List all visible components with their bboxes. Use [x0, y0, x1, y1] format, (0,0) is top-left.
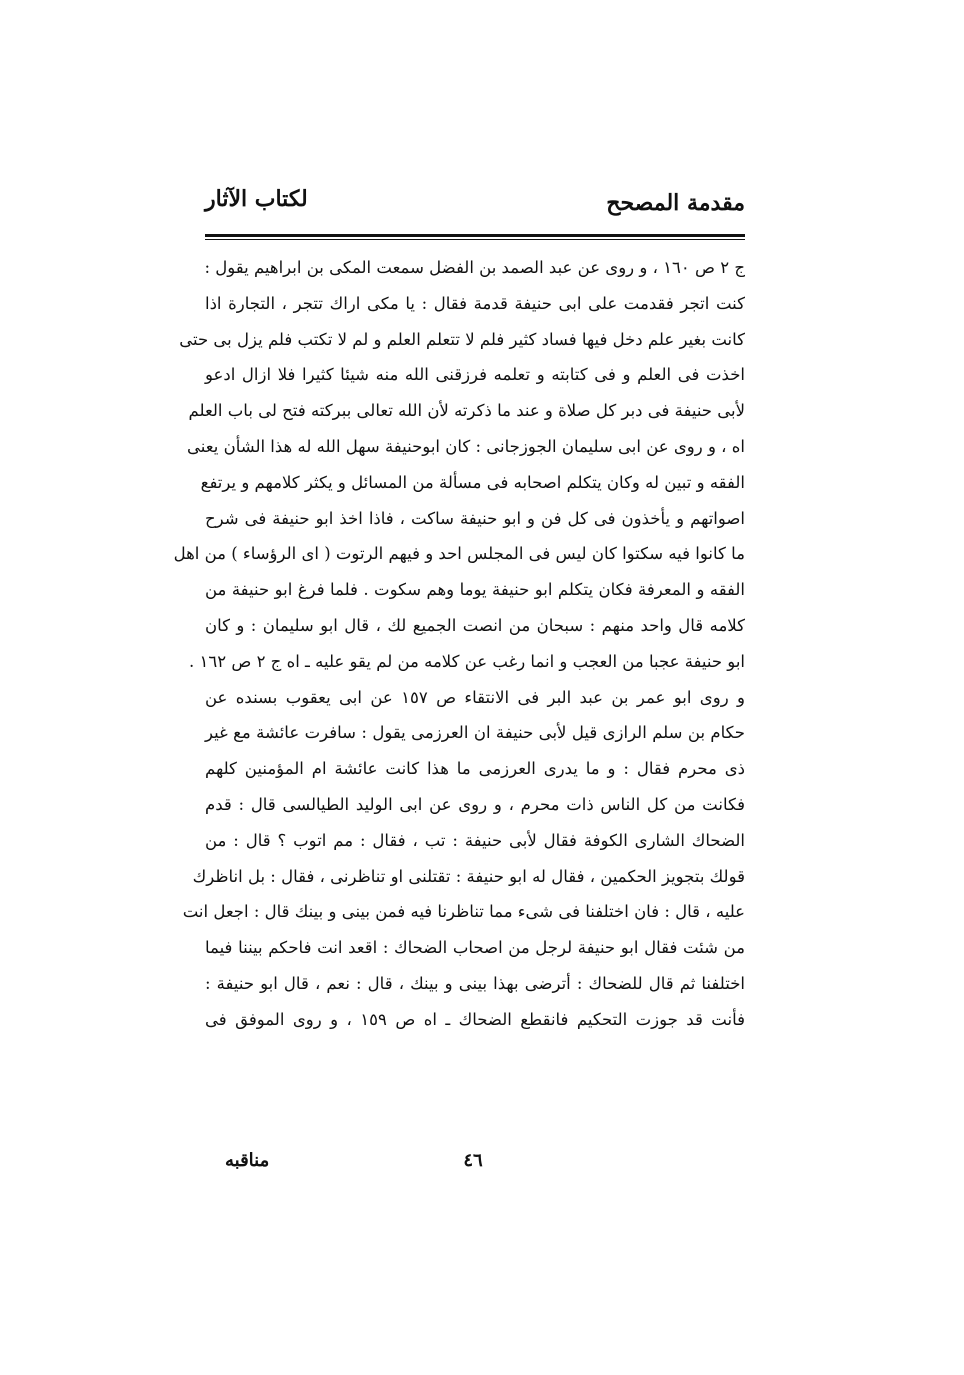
text-line: لأبى حنيفة فى دبر كل صلاة و عند ما ذكرته لأن الله تعالى ببركته فتح لى باب العلم — [188, 401, 745, 421]
running-head-right: مقدمة المصحح — [606, 190, 745, 216]
text-line: اختلفنا ثم قال للضحاك : أترضى بهذا بينى و بينك ، قال : نعم ، قال ابو حنيفة : — [205, 973, 745, 993]
text-line: ذى محرم فقال : و ما يدرى العرزمى ما هذا كانت عائشة ام المؤمنين كلهم — [205, 759, 745, 779]
page-number: ٤٦ — [463, 1150, 483, 1171]
header-rule-thick — [205, 234, 745, 237]
text-line: ج ٢ ص ١٦٠ ، و روى عن عبد الصمد بن الفضل سمعت المكى بن ابراهيم يقول : — [204, 258, 745, 277]
text-line: ما كانوا فيه سكتوا كان ليس فى المجلس احد و فيهم الرتوت ( اى الرؤساء ) من اهل — [173, 544, 745, 564]
text-line: فأنت قد جوزت التحكيم فانقطع الضحاك ـ اه ص ١٥٩ ، و روى الموفق فى — [205, 1009, 745, 1029]
text-line: من شئت فقال ابو حنيفة لرجل من اصحاب الضحاك : اقعد انت فاحكم بيننا فيما — [205, 938, 745, 958]
text-line: الفقه و المعرفة فكان يتكلم ابو حنيفة يوما وهم سكوت . فلما فرغ ابو حنيفة من — [205, 580, 745, 600]
text-line: قولك بتجويز الحكمين ، فقال له ابو حنيفة : تقتلنى او تناظرنى ، فقال : بل اناظرك — [192, 866, 745, 886]
text-line: حكام بن سلم الرازى قيل لأبى حنيفة ان العرزمى يقول : سافرت عائشة مع غير — [205, 723, 745, 743]
text-line: كانت بغير علم دخل فيها فساد كثير فلم لا تتعلم العلم و لم لا تكتب فلم يزل بى حتى — [179, 329, 745, 349]
text-line: اه ، و روى عن ابى سليمان الجوزجانى : كان ابوحنيفة سهل الله له هذا الشأن يعنى — [187, 436, 745, 456]
text-line: الفقه و تبين له وكان يتكلم اصحابه فى مسألة من المسائل و يكثر كلامهم و يرتفع — [200, 472, 745, 492]
catchword: مناقبه — [225, 1150, 270, 1171]
text-line: اصواتهم و يأخذون فى كل فن و ابو حنيفة ساكت ، فاذا اخذ ابو حنيفة فى شرح — [205, 508, 745, 528]
body-text — [173, 250, 745, 1038]
header-rule-thin — [205, 239, 745, 240]
text-line: و روى ابو عمر بن عبد البر فى الانتقاء ص ١٥٧ عن ابى يعقوب بسنده عن — [205, 687, 745, 707]
text-line: كنت اتجر فقدمت على ابى حنيفة قدمة فقال : يا مكى اراك تتجر ، التجارة اذا — [205, 293, 745, 313]
text-line: اخذت فى العلم و فى كتابته و تعلمه فرزقنى الله منه شيئا كثيرا فلا ازال ادعو — [205, 365, 745, 385]
running-head-left: لكتاب الآثار — [205, 186, 308, 212]
text-line: عليه ، قال : فان اختلفنا فى شىء مما تناظرنا فيه فمن بينى و بينك قال : اجعل انت — [182, 902, 745, 922]
running-head — [205, 182, 745, 230]
page-footer — [205, 1150, 745, 1190]
text-line: الضحاك الشارى الكوفة فقال لأبى حنيفة : تب ، فقال : مم اتوب ؟ قال : من — [205, 830, 745, 850]
text-line: كلامه قال واحد منهم : سبحان من انصت الجميع لك ، قال ابو سليمان : و كان — [205, 615, 745, 635]
text-line: ابو حنيفة عجبا من العجب و انما رغب عن كلامه من لم يقو عليه ـ اه ج ٢ ص ١٦٢ . — [189, 651, 745, 671]
text-line: فكانت من كل الناس ذات محرم ، و روى عن ابى الوليد الطيالسى قال : قدم — [205, 794, 745, 814]
